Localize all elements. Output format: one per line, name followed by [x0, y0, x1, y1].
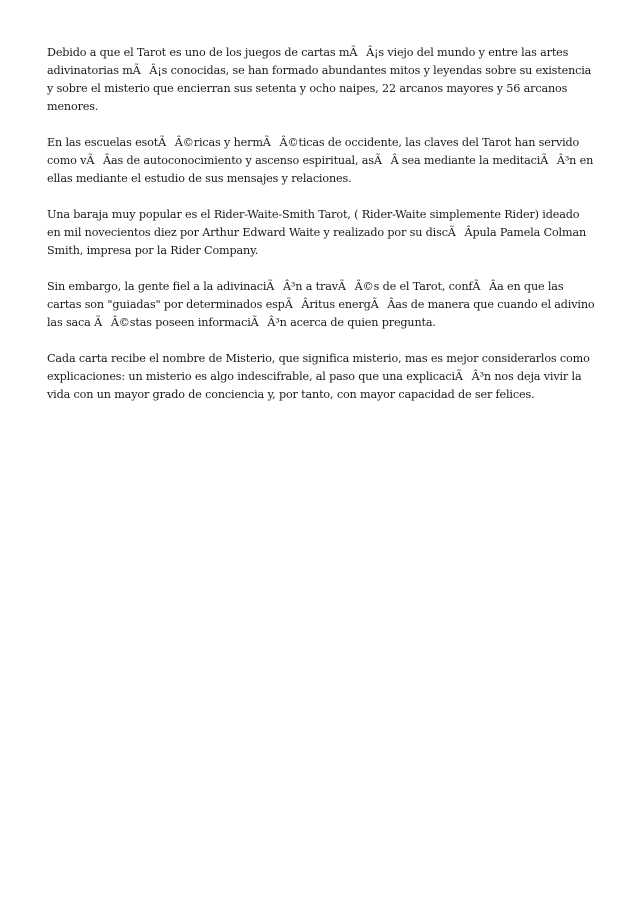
- paragraph-divination: Sin embargo, la gente fiel a la adivinaciÃÂ³n a travÃÂ©s de el Tarot, confÃÂa en que las cartas son "guiadas" por determinados espÃÂritus energÃÂas de manera que cuando el adivino las saca ÃÂ©stas poseen informaciÃÂ³n acerca de quien pregunta.: [47, 280, 595, 329]
- paragraph-esoteric-schools: En las escuelas esotÃÂ©ricas y hermÃÂ©ticas de occidente, las claves del Tarot han servido como vÃÂas de autoconocimiento y ascenso espiritual, asÃÂ sea mediante la meditaciÃÂ³n en ellas mediante el estudio de sus mensajes y relaciones.: [47, 136, 594, 185]
- paragraph-tarot-origins: Debido a que el Tarot es uno de los juegos de cartas mÃÂ¡s viejo del mundo y entre las artes adivinatorias mÃÂ¡s conocidas, se han formado abundantes mitos y leyendas sobre su existencia y sobre el misterio que encierran sus setenta y ocho naipes, 22 arcanos mayores y 56 arcanos menores.: [47, 46, 592, 113]
- document-page: [47, 44, 595, 422]
- paragraph-mystery: Cada carta recibe el nombre de Misterio, que significa misterio, mas es mejor considerarlos como explicaciones: un misterio es algo indescifrable, al paso que una explicaciÃÂ³n nos deja vivir la vida con un mayor grado de conciencia y, por tanto, con mayor capacidad de ser felices.: [47, 352, 590, 401]
- paragraph-rider-waite: Una baraja muy popular es el Rider-Waite-Smith Tarot, ( Rider-Waite simplemente Rider) ideado en mil novecientos diez por Arthur Edward Waite y realizado por su discÃÂpula Pamela Colman Smith, impresa por la Rider Company.: [47, 208, 587, 257]
